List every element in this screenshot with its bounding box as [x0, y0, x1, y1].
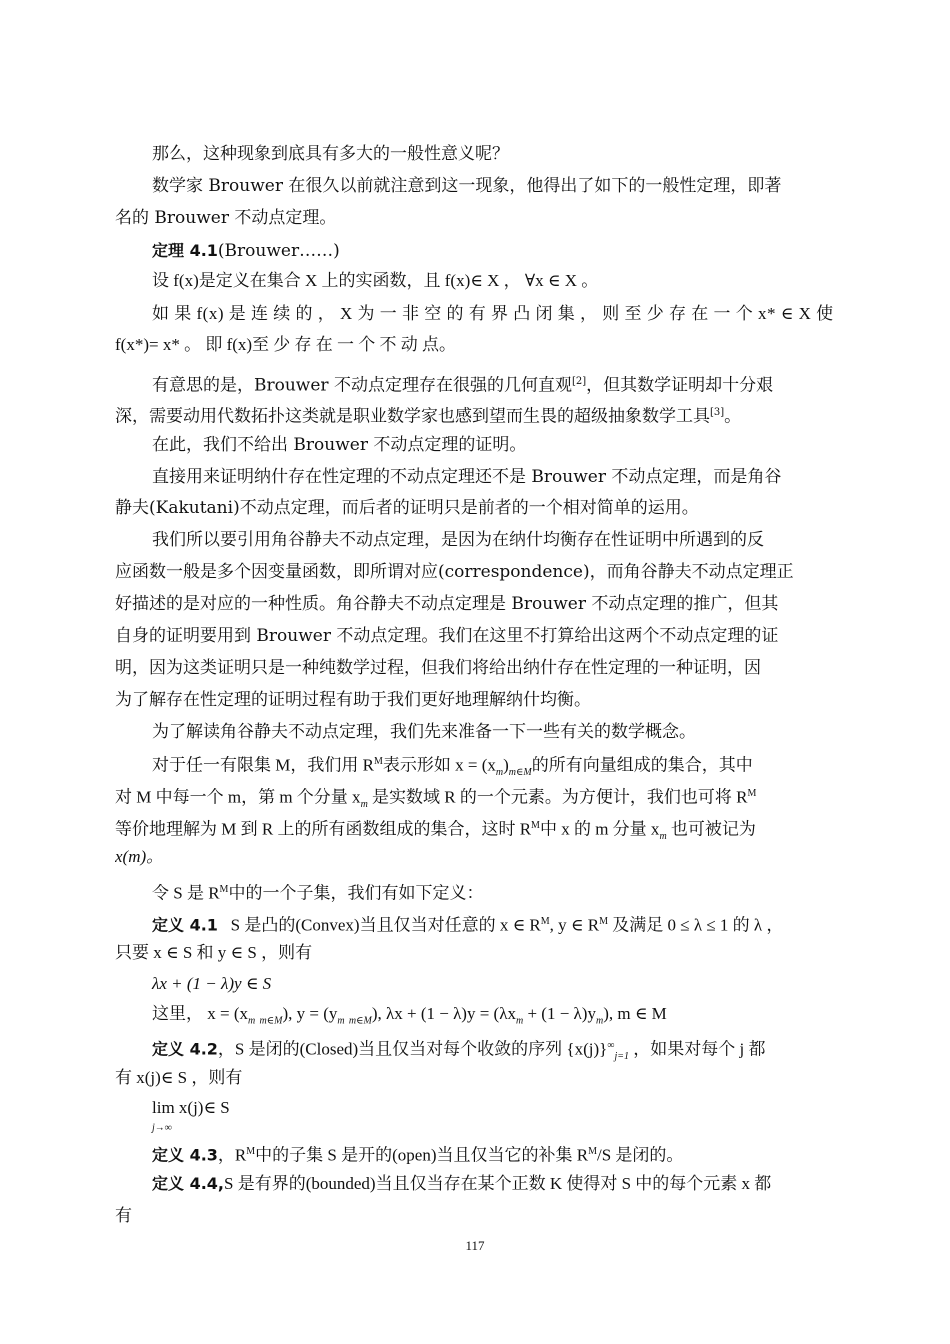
paragraph-line: 自身的证明要用到 Brouwer 不动点定理。我们在这里不打算给出这两个不动点定理的证 — [115, 626, 779, 646]
citation-3: [3] — [710, 407, 725, 418]
paragraph-line: 明，因为这类证明只是一种纯数学过程，但我们将给出纳什存在性定理的一种证明，因 — [115, 658, 761, 678]
paragraph-line: 有意思的是，Brouwer 不动点定理存在很强的几何直观[2]，但其数学证明却十分艰 — [152, 375, 774, 396]
paragraph-line: 数学家 Brouwer 在很久以前就注意到这一现象，他得出了如下的一般性定理，即著 — [152, 176, 782, 196]
paragraph-line: 为了解读角谷静夫不动点定理，我们先来准备一下一些有关的数学概念。 — [152, 722, 696, 742]
paragraph-line: 直接用来证明纳什存在性定理的不动点定理还不是 Brouwer 不动点定理，而是角谷 — [152, 467, 782, 487]
paragraph-line: 对于任一有限集 M，我们用 $R^M$表示形如 $x = (x_m)_{m\in M}$的所有向量组成的集合，其中 — [152, 755, 753, 779]
theorem-line: 设 f(x)是定义在集合 X 上的实函数，且 f(x)∈ X ， ∀x ∈ X 。 — [152, 271, 599, 290]
theorem-line: f(x*)= x* 。 即 f(x)至 少 存 在 一 个 不 动 点。 — [115, 335, 457, 354]
definition-line: 定义 4.3，$R^M$中的子集 S 是开的(open)当且仅当它的补集 $R^M/S$ 是闭的。 — [152, 1145, 684, 1165]
paragraph-line: 深，需要动用代数拓扑这类就是职业数学家也感到望而生畏的超级抽象数学工具[3]。 — [115, 406, 742, 427]
paragraph-line: 对 M 中每一个 m，第 m 个分量 $x_m$ 是实数域 R 的一个元素。为方便计，我们也可将 $R^M$ — [115, 787, 757, 811]
formula: λx + (1 − λ)y ∈ S — [152, 974, 272, 993]
definition-line: 有 x(j)∈ S ，则有 — [115, 1068, 243, 1087]
formula: lim x(j)∈ S — [152, 1098, 230, 1117]
paragraph-line: 应函数一般是多个因变量函数，即所谓对应(correspondence)，而角谷静夫不动点定理正 — [115, 562, 794, 582]
paragraph-line: 我们所以要引用角谷静夫不动点定理，是因为在纳什均衡存在性证明中所遇到的反 — [152, 530, 764, 550]
paragraph-line: 好描述的是对应的一种性质。角谷静夫不动点定理是 Brouwer 不动点定理的推广，但其 — [115, 594, 779, 614]
paragraph-line: 为了解存在性定理的证明过程有助于我们更好地理解纳什均衡。 — [115, 690, 591, 710]
definition-line: 有 — [115, 1206, 132, 1226]
paragraph-line: 在此，我们不给出 Brouwer 不动点定理的证明。 — [152, 435, 527, 455]
paragraph-line: 令 S 是 $R^M$中的一个子集，我们有如下定义： — [152, 883, 484, 903]
paragraph-line: 静夫(Kakutani)不动点定理，而后者的证明只是前者的一个相对简单的运用。 — [115, 498, 699, 518]
paragraph-line: 那么，这种现象到底具有多大的一般性意义呢？ — [152, 144, 509, 164]
paragraph-line: 名的 Brouwer 不动点定理。 — [115, 208, 337, 228]
definition-line: 定义 4.4,S 是有界的(bounded)当且仅当存在某个正数 K 使得对 S 中的每个元素 x 都 — [152, 1174, 772, 1193]
formula: 这里， $x = (x_m$ $_{m\in M}$), $y = (y_m$ $_{m\in M}$), $\lambda x + (1 - \lambda)y = (\lambda x_m + (1 - \lambda)y_m)$, m ∈ M — [152, 1004, 667, 1027]
theorem-line: 如 果 f(x) 是 连 续 的 ， X 为 一 非 空 的 有 界 凸 闭 集 ， 则 至 少 存 在 一 个 x* ∈ X 使 — [152, 304, 834, 323]
paragraph-line: 等价地理解为 M 到 R 上的所有函数组成的集合，这时 $R^M$中 x 的 m 分量 $x_m$ 也可被记为 — [115, 819, 756, 843]
page-number: 117 — [465, 1238, 485, 1253]
definition-line: 只要 x ∈ S 和 y ∈ S ，则有 — [115, 943, 313, 962]
theorem-heading: 定理 4.1(Brouwer……) — [152, 241, 340, 261]
definition-line: 定义 4.1 S 是凸的(Convex)当且仅当对任意的 x ∈ $R^M$, y ∈ $R^M$ 及满足 0 ≤ λ ≤ 1 的 λ ， — [152, 915, 784, 935]
paragraph-line: x(m)。 — [115, 847, 164, 866]
citation-2: [2] — [571, 376, 587, 387]
definition-line: 定义 4.2，S 是闭的(Closed)当且仅当对每个收敛的序列 $\{x(j)\}^\infty_{j=1}$ ，如果对每个 j 都 — [152, 1039, 766, 1063]
formula-subscript: j→∞ — [152, 1122, 172, 1134]
